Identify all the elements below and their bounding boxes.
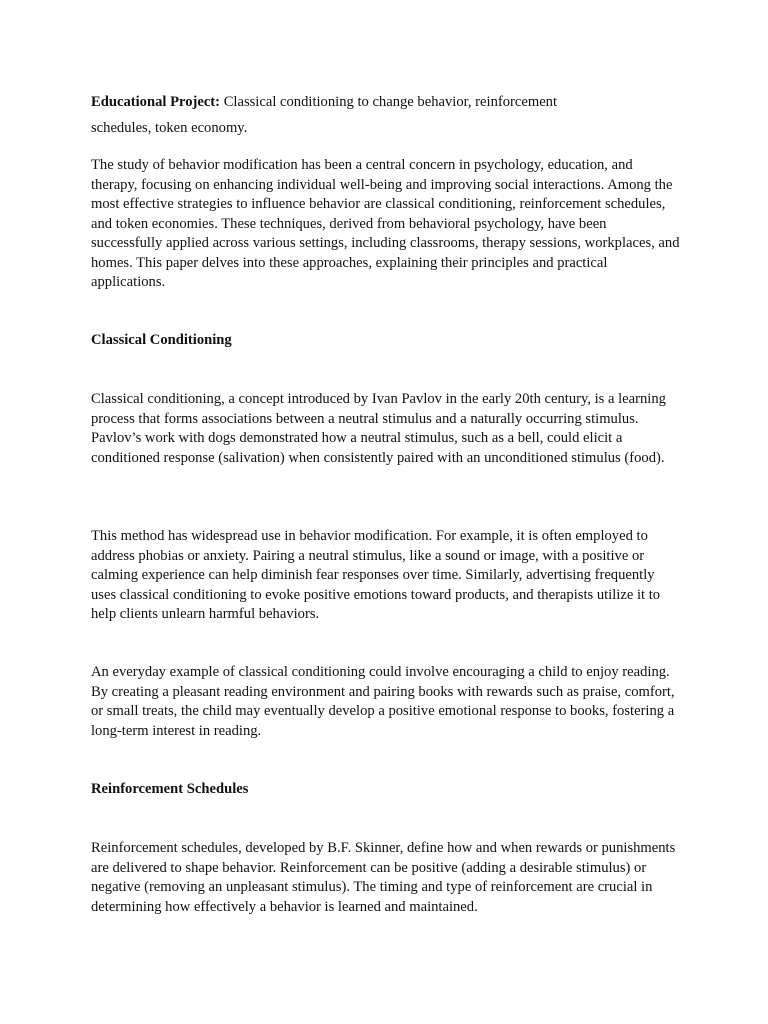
section-heading-classical-conditioning: Classical Conditioning [91,332,232,348]
document-title [91,93,681,113]
classical-paragraph-1: Classical conditioning, a concept introduced by Ivan Pavlov in the early 20th century, is a learning process that forms associations between a neutral stimulus and a naturally occurring stimulus. Pavlov’s work with dogs demonstrated how a neutral stimulus, such as a bell, could elicit a conditioned response (salivation) when consistently paired with an unconditioned stimulus (food). [91,391,666,466]
title-text-line-1: Classical conditioning to change behavior, reinforcement [223,94,558,110]
section-heading-reinforcement-schedules: Reinforcement Schedules [91,781,249,797]
title-text-line-2: schedules, token economy. [91,120,248,136]
reinforcement-paragraph-1: Reinforcement schedules, developed by B.F. Skinner, define how and when rewards or punishments are delivered to shape behavior. Reinforcement can be positive (adding a desirable stimulus) or negative (removing an unpleasant stimulus). The timing and type of reinforcement are crucial in determining how effectively a behavior is learned and maintained. [91,840,676,915]
title-label: Educational Project: [91,94,221,110]
classical-paragraph-3: An everyday example of classical conditioning could involve encouraging a child to enjoy reading. By creating a pleasant reading environment and pairing books with rewards such as praise, comfort, or small treats, the child may eventually develop a positive emotional response to books, fostering a long-term interest in reading. [91,664,675,739]
classical-paragraph-2: This method has widespread use in behavior modification. For example, it is often employed to address phobias or anxiety. Pairing a neutral stimulus, like a sound or image, with a positive or calming experience can help diminish fear responses over time. Similarly, advertising frequently uses classical conditioning to evoke positive emotions toward products, and therapists utilize it to help clients unlearn harmful behaviors. [91,528,661,622]
intro-paragraph: The study of behavior modification has been a central concern in psychology, education, and therapy, focusing on enhancing individual well-being and improving social interactions. Among the most effective strategies to influence behavior are classical conditioning, reinforcement schedules, and token economies. These techniques, derived from behavioral psychology, have been successfully applied across various settings, including classrooms, therapy sessions, workplaces, and homes. This paper delves into these approaches, explaining their principles and practical applications. [91,157,680,290]
